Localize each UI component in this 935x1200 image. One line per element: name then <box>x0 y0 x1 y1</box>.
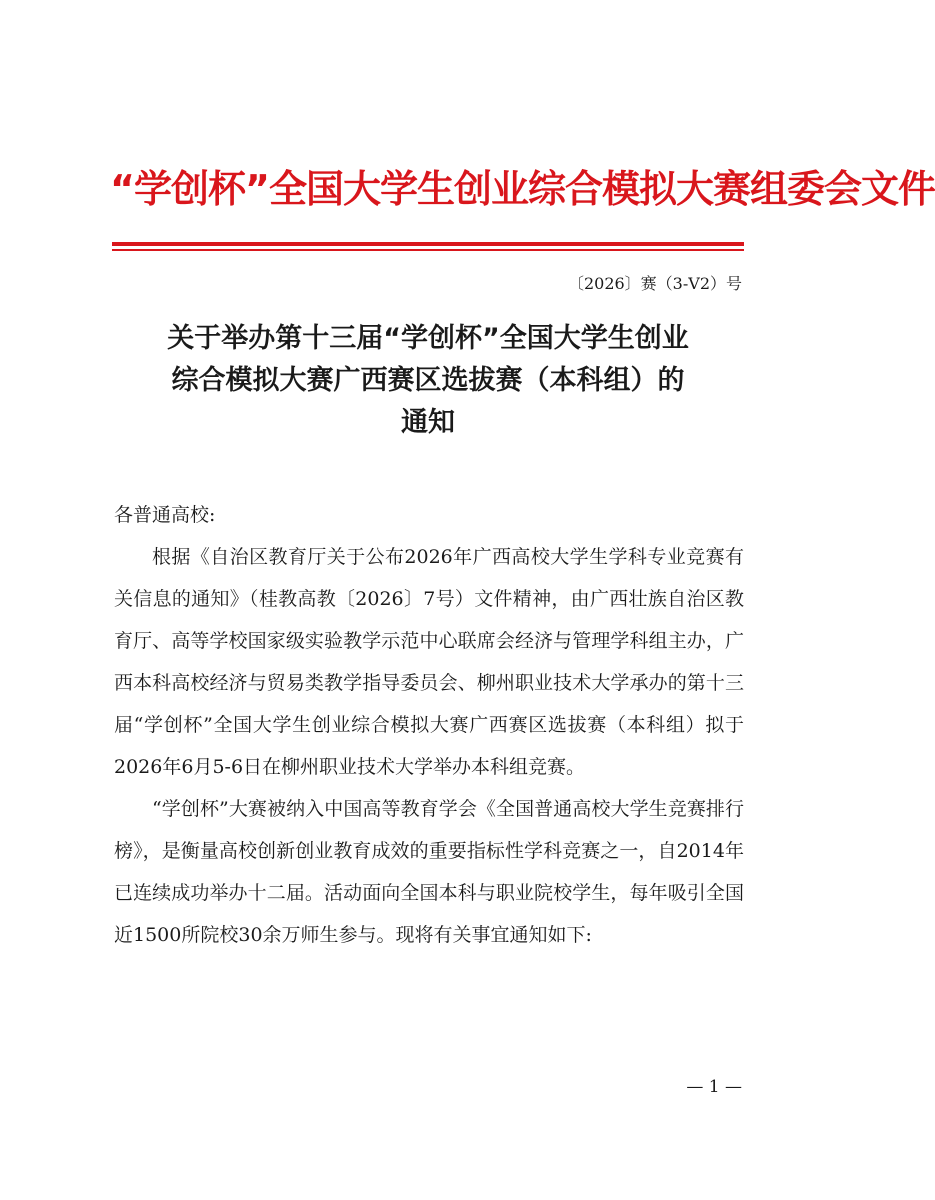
document-number: 〔2026〕赛（3-V2）号 <box>567 274 742 293</box>
paragraph-1: 根据《自治区教育厅关于公布2026年广西高校大学生学科专业竞赛有关信息的通知》（桂教高教〔2026〕7号）文件精神，由广西壮族自治区教育厅、高等学校国家级实验教学示范中心联席会经济与管理学科组主办，广西本科高校经济与贸易类教学指导委员会、柳州职业技术大学承办的第十三届“学创杯”全国大学生创业综合模拟大赛广西赛区选拔赛（本科组）拟于2026年6月5-6日在柳州职业技术大学举办本科组竞赛。 <box>114 546 744 778</box>
salutation: 各普通高校: <box>114 504 216 526</box>
header-rule-thin <box>112 249 744 251</box>
header-rule-thick <box>112 242 744 246</box>
title-line-1: 关于举办第十三届“学创杯”全国大学生创业 <box>167 323 689 354</box>
page-number: — 1 — <box>686 1077 742 1097</box>
document-title <box>100 318 756 444</box>
document-body <box>114 494 744 956</box>
paragraph-2: “学创杯”大赛被纳入中国高等教育学会《全国普通高校大学生竞赛排行榜》，是衡量高校创新创业教育成效的重要指标性学科竞赛之一，自2014年已连续成功举办十二届。活动面向全国本科与职业院校学生，每年吸引全国近1500所院校30余万师生参与。现将有关事宜通知如下: <box>114 798 744 946</box>
title-line-3: 通知 <box>401 407 455 438</box>
issuer-header: “学创杯”全国大学生创业综合模拟大赛组委会文件 <box>110 167 935 211</box>
title-line-2: 综合模拟大赛广西赛区选拔赛（本科组）的 <box>171 365 685 396</box>
